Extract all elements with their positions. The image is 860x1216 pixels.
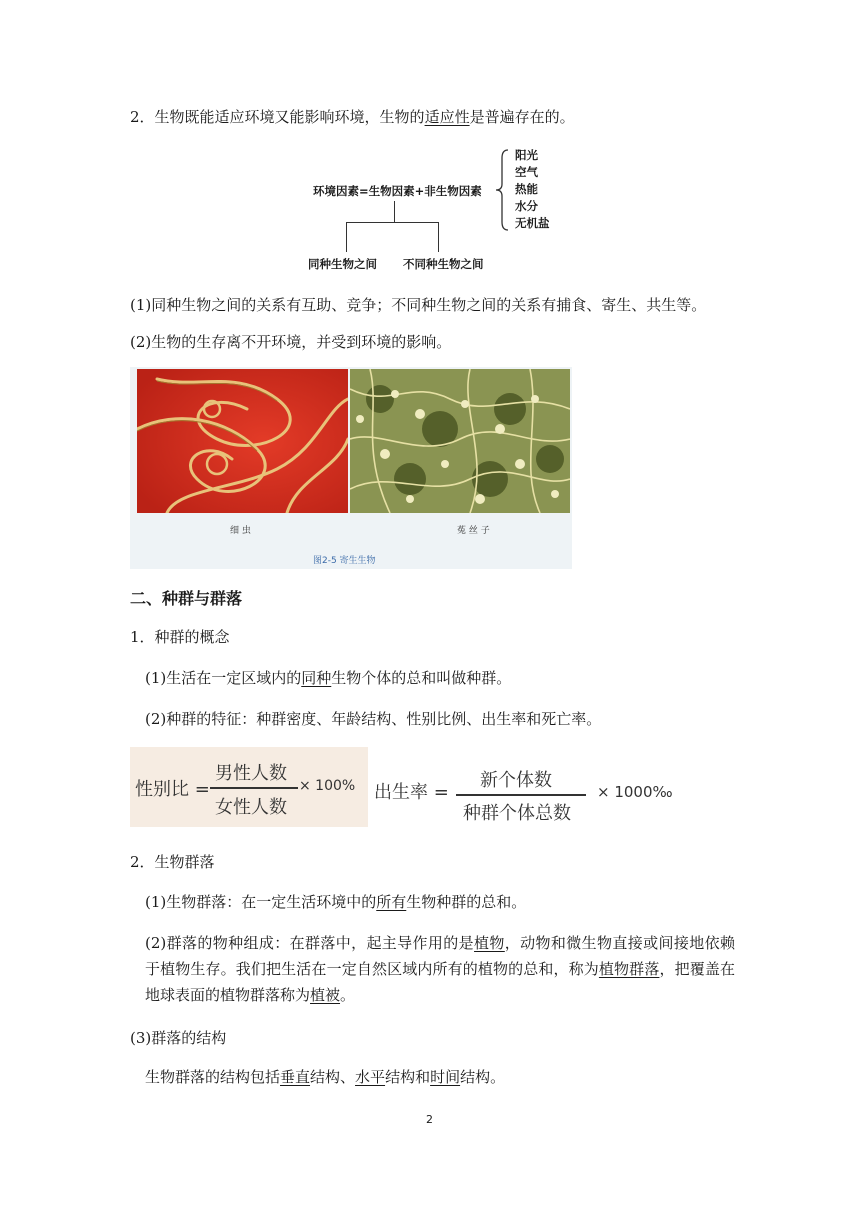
formula-denominator: 种群个体总数: [463, 803, 571, 824]
page-number: 2: [426, 1113, 433, 1126]
formula-numerator: 新个体数: [480, 770, 552, 791]
text-segment: 生物种群的总和。: [406, 893, 527, 911]
text-segment: (1)生活在一定区域内的: [145, 669, 302, 687]
text-segment: ，把覆盖在地球表面的植物群落称为: [145, 960, 735, 1004]
fraction-line: [456, 794, 586, 796]
structure-title: (3)群落的结构: [130, 1029, 227, 1047]
connector-vertical: [394, 201, 395, 223]
abiotic-item: 阳光: [515, 148, 538, 162]
section-heading: 二、种群与群落: [130, 589, 243, 608]
diagram-left-leaf: 同种生物之间: [308, 257, 377, 271]
fraction-line: [210, 787, 298, 789]
text-segment: 结构。: [460, 1068, 506, 1086]
text-segment: ，动物和微生物直接或间接地依赖于植物生存。我们把生活在一定自然区域内所有的植物的总和，称为: [145, 934, 735, 978]
dodder-image: [350, 369, 570, 513]
parasite-figure: [130, 367, 572, 569]
intro-text: 生物既能适应环境又能影响环境，生物的: [154, 108, 425, 126]
diagram-root: 环境因素=生物因素+非生物因素: [313, 184, 482, 198]
text-segment: 生物个体的总和叫做种群。: [331, 669, 512, 687]
structure-sentence: [145, 1066, 505, 1087]
community-title: 2．生物群落: [130, 853, 215, 871]
underlined-term: 适应性: [424, 108, 470, 126]
abiotic-item: 空气: [515, 165, 538, 179]
sex-ratio-formula: [130, 747, 368, 827]
abiotic-item: 水分: [515, 199, 538, 213]
brace-icon: [494, 148, 512, 232]
formula-denominator: 女性人数: [215, 797, 287, 818]
formula-multiplier: × 1000‰: [597, 783, 673, 801]
underlined-term: 植物群落: [598, 960, 660, 978]
formula-multiplier: × 100%: [299, 778, 356, 794]
population-title: 1．种群的概念: [130, 628, 230, 646]
formula-lhs: 出生率 =: [374, 782, 449, 803]
text-segment: 结构和: [385, 1068, 431, 1086]
underlined-term: 水平: [355, 1068, 386, 1086]
roundworm-image: [137, 369, 348, 513]
connector-left: [346, 222, 347, 252]
connector-right: [438, 222, 439, 252]
underlined-term: 垂直: [280, 1068, 311, 1086]
underlined-term: 同种: [301, 669, 332, 687]
underlined-term: 所有: [376, 893, 407, 911]
abiotic-item: 无机盐: [515, 216, 550, 230]
formula-numerator: 男性人数: [215, 763, 287, 784]
underlined-term: 植被: [310, 986, 341, 1004]
population-definition: [145, 667, 511, 688]
text-segment: 结构、: [310, 1068, 356, 1086]
formula-lhs: 性别比 =: [135, 779, 210, 800]
item-number: 2．: [130, 108, 155, 126]
underlined-term: 时间: [430, 1068, 461, 1086]
right-caption: 菟 丝 子: [457, 526, 490, 536]
population-traits: (2)种群的特征：种群密度、年龄结构、性别比例、出生率和死亡率。: [145, 710, 602, 728]
left-caption: 细 虫: [230, 526, 251, 536]
text-segment: 生物群落的结构包括: [145, 1068, 281, 1086]
intro-line: [130, 106, 575, 127]
community-definition: [145, 891, 526, 912]
underlined-term: 植物: [474, 934, 505, 952]
diagram-right-leaf: 不同种生物之间: [403, 257, 484, 271]
figure-label: 图2-5 寄生生物: [313, 556, 376, 566]
text-segment: (2)群落的物种组成：在群落中，起主导作用的是: [145, 934, 475, 952]
connector-horizontal: [346, 222, 439, 223]
text-segment: 。: [340, 986, 356, 1004]
intro-text-end: 是普遍存在的。: [469, 108, 575, 126]
community-composition: [145, 930, 735, 1008]
abiotic-item: 热能: [515, 182, 538, 196]
relation-sentence: (1)同种生物之间的关系有互助、竞争；不同种生物之间的关系有捕食、寄生、共生等。: [130, 296, 707, 314]
text-segment: (1)生物群落：在一定生活环境中的: [145, 893, 377, 911]
survival-sentence: (2)生物的生存离不开环境，并受到环境的影响。: [130, 333, 452, 351]
